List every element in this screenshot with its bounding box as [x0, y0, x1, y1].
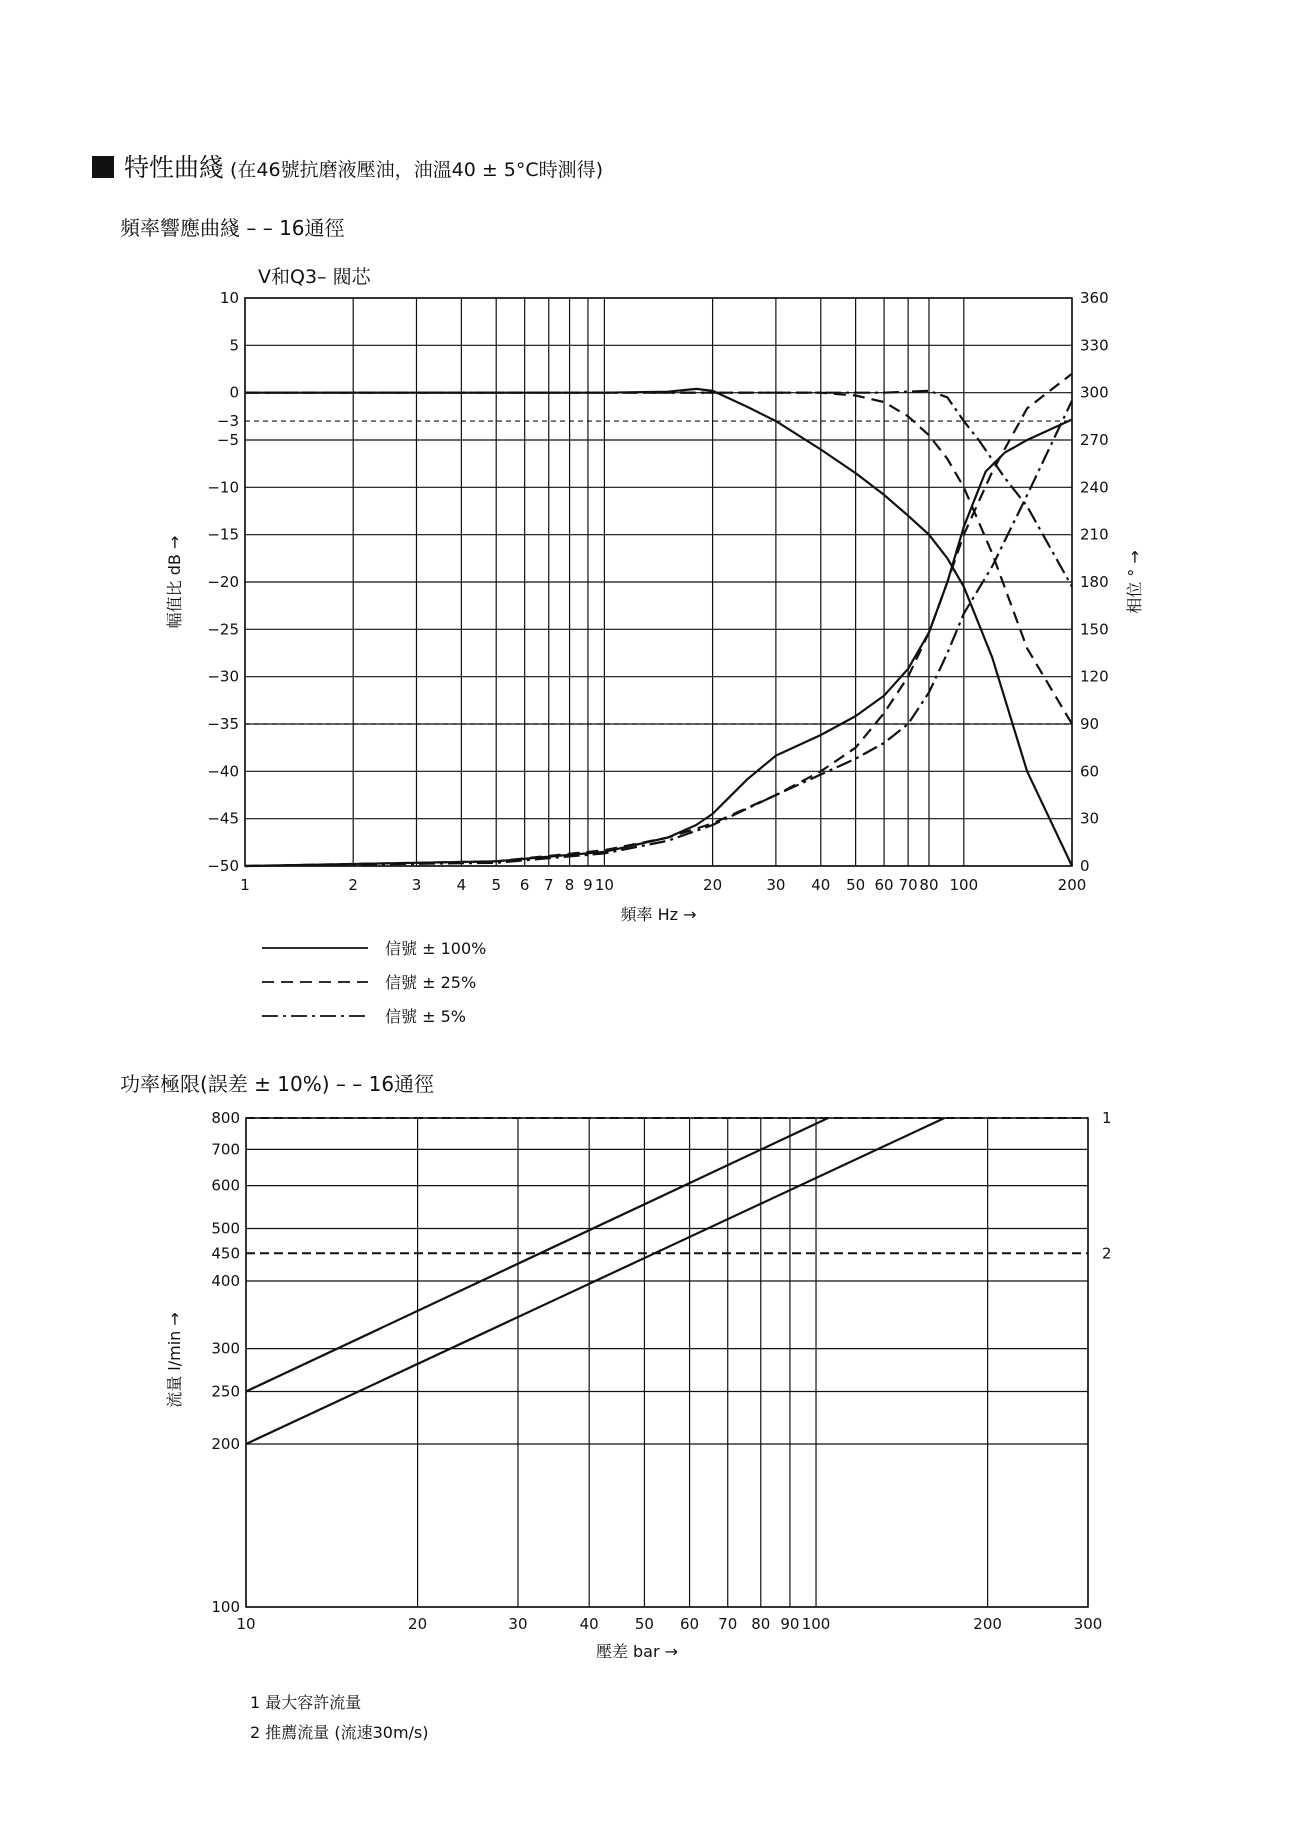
y2-tick-label: 120	[1080, 667, 1109, 686]
power-limit-chart	[0, 1090, 1300, 1690]
y2-tick-label: 300	[1080, 383, 1109, 402]
y2-axis-label: 相位 ° →	[1125, 550, 1144, 614]
y2-tick-label: 330	[1080, 336, 1109, 355]
legend-label: 信號 ± 5%	[385, 1007, 466, 1026]
x-tick-label: 30	[508, 1615, 528, 1633]
x-tick-label: 2	[348, 876, 358, 894]
x-tick-label: 60	[874, 876, 894, 894]
y2-tick-label: 360	[1080, 289, 1109, 307]
y2-tick-label: 0	[1080, 857, 1090, 875]
y-tick-label: 700	[211, 1140, 240, 1159]
x-tick-label: 90	[780, 1615, 800, 1633]
x-tick-label: 100	[801, 1615, 831, 1633]
y-axis-label: 幅值比 dB →	[165, 535, 184, 629]
series-line	[245, 420, 1072, 867]
x-tick-label: 20	[703, 876, 723, 894]
x-axis-label: 壓差 bar →	[595, 1642, 679, 1661]
y-tick-label: 600	[211, 1176, 240, 1195]
y-tick-label: 250	[211, 1382, 240, 1401]
y-tick-label: 450	[211, 1244, 240, 1263]
y-tick-label: −35	[207, 715, 239, 733]
x-axis-label: 頻率 Hz →	[620, 905, 697, 924]
y-tick-label: −25	[207, 620, 239, 639]
x-tick-label: 6	[519, 876, 530, 894]
reference-line-label: 1	[1102, 1109, 1112, 1127]
y-tick-label: −30	[207, 667, 239, 686]
test-condition: (在46號抗磨液壓油，油溫40 ± 5°C時測得)	[230, 159, 604, 181]
x-tick-label: 30	[766, 876, 786, 894]
y-tick-label: 500	[211, 1219, 240, 1238]
x-tick-label: 20	[408, 1615, 428, 1633]
y2-tick-label: 210	[1080, 525, 1109, 544]
y-tick-label: 5	[229, 336, 239, 355]
frequency-chart-subtitle: V和Q3– 閥芯	[258, 266, 371, 288]
x-tick-label: 3	[411, 876, 422, 894]
x-tick-label: 1	[240, 876, 250, 894]
x-tick-label: 7	[543, 876, 554, 894]
y-tick-label: 400	[211, 1272, 240, 1290]
frequency-chart-title: 頻率響應曲綫 – – 16通徑	[120, 216, 345, 240]
y-tick-label: 10	[219, 289, 239, 307]
series-line	[246, 1118, 828, 1392]
y-tick-label: −3	[216, 412, 239, 431]
x-tick-label: 10	[236, 1615, 256, 1633]
y-tick-label: −50	[207, 857, 239, 875]
y2-tick-label: 180	[1080, 573, 1109, 591]
y-tick-label: 800	[211, 1109, 240, 1127]
note-max-flow: 1 最大容許流量	[250, 1693, 362, 1712]
section-title-text: 特性曲綫	[124, 153, 225, 182]
y2-tick-label: 240	[1080, 478, 1109, 497]
note-recommended-flow: 2 推薦流量 (流速30m/s)	[250, 1723, 429, 1742]
x-tick-label: 40	[811, 876, 831, 894]
reference-line-label: 2	[1102, 1244, 1112, 1263]
legend-label: 信號 ± 100%	[385, 939, 487, 958]
x-tick-label: 50	[846, 876, 866, 894]
legend-label: 信號 ± 25%	[385, 973, 477, 992]
y-axis-label: 流量 l/min →	[165, 1312, 184, 1408]
x-tick-label: 5	[491, 876, 501, 894]
x-tick-label: 60	[680, 1615, 700, 1633]
x-tick-label: 70	[898, 876, 918, 894]
y-tick-label: 300	[211, 1339, 240, 1358]
series-line	[245, 374, 1072, 866]
y2-tick-label: 150	[1080, 620, 1109, 639]
plot-frame	[246, 1118, 1088, 1607]
x-tick-label: 10	[594, 876, 614, 894]
x-tick-label: 70	[718, 1615, 738, 1633]
x-tick-label: 200	[1057, 876, 1087, 894]
x-tick-label: 4	[456, 876, 467, 894]
y-tick-label: −20	[207, 573, 239, 591]
x-tick-label: 9	[583, 876, 593, 894]
x-tick-label: 40	[579, 1615, 599, 1633]
y-tick-label: −5	[216, 431, 239, 449]
x-tick-label: 80	[919, 876, 939, 894]
y2-tick-label: 270	[1080, 431, 1109, 449]
y-tick-label: 100	[211, 1598, 240, 1616]
y-tick-label: 0	[229, 383, 239, 402]
x-tick-label: 50	[634, 1615, 654, 1633]
series-line	[245, 401, 1072, 866]
x-tick-label: 300	[1073, 1615, 1103, 1633]
y-tick-label: −10	[207, 478, 239, 497]
y2-tick-label: 60	[1080, 762, 1100, 781]
x-tick-label: 80	[751, 1615, 771, 1633]
y2-tick-label: 30	[1080, 809, 1100, 828]
x-tick-label: 8	[564, 876, 575, 894]
y-tick-label: −45	[207, 809, 239, 828]
x-tick-label: 200	[973, 1615, 1002, 1633]
x-tick-label: 100	[949, 876, 979, 894]
power-limit-chart-title: 功率極限(誤差 ± 10%) – – 16通徑	[120, 1072, 435, 1096]
y-tick-label: −40	[207, 762, 239, 781]
y-tick-label: −15	[207, 525, 239, 544]
y2-tick-label: 90	[1080, 715, 1100, 733]
y-tick-label: 200	[211, 1435, 240, 1453]
